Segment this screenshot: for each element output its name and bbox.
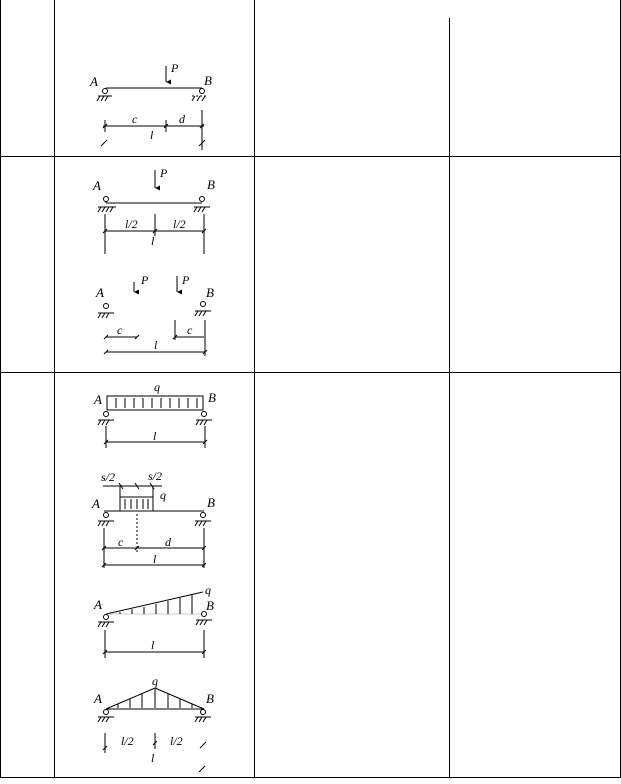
- beam3-label-a: A: [96, 285, 104, 300]
- beam2-label-l: l: [151, 234, 155, 248]
- beam7-label-half-right: l/2: [170, 734, 183, 748]
- beam5-label-s-half-right: s/2: [148, 469, 163, 483]
- beam3-label-c-left: c: [117, 323, 123, 337]
- beam3-label-l: l: [154, 338, 158, 352]
- beam3-label-p-right: P: [182, 273, 190, 287]
- beam7-label-half-left: l/2: [121, 734, 134, 748]
- beam1-label-b: B: [204, 73, 212, 88]
- beam5-label-c: c: [118, 535, 124, 549]
- beam1-label-c: c: [132, 112, 138, 126]
- beam6-label-q: q: [205, 583, 211, 597]
- beam2-label-b: B: [207, 177, 215, 192]
- beam6-label-b: B: [206, 598, 214, 613]
- beam2-label-a: A: [93, 178, 101, 193]
- beam5-label-q: q: [160, 488, 166, 502]
- beam1-label-l: l: [150, 128, 154, 142]
- beam7-label-a: A: [94, 691, 102, 706]
- beam1-label-d: d: [179, 112, 185, 126]
- beam3-label-b: B: [206, 285, 214, 300]
- beam5-label-a: A: [92, 496, 100, 511]
- beam5-label-l: l: [153, 552, 157, 566]
- beam3-label-c-right: c: [187, 323, 193, 337]
- beam4-label-l: l: [153, 429, 157, 443]
- beam3-label-p-left: P: [141, 273, 149, 287]
- beam1-label-p: P: [171, 61, 179, 75]
- beam4-label-q: q: [154, 380, 160, 394]
- beam6-label-a: A: [94, 597, 102, 612]
- beam2-label-half-left: l/2: [125, 217, 138, 231]
- beam2-label-half-right: l/2: [173, 217, 186, 231]
- beam2-label-p: P: [160, 166, 168, 180]
- beam7-label-b: B: [206, 691, 214, 706]
- beam6-label-l: l: [151, 638, 155, 652]
- beam5-label-d: d: [165, 535, 171, 549]
- beam-diagram-6: [98, 592, 212, 658]
- beam5-label-b: B: [207, 495, 215, 510]
- beam4-label-a: A: [94, 392, 102, 407]
- beam7-label-q: q: [152, 674, 158, 688]
- beam-diagram-7: [98, 688, 211, 772]
- beam1-label-a: A: [90, 74, 98, 89]
- beam5-label-s-half-left: s/2: [101, 470, 116, 484]
- beam7-label-l: l: [151, 751, 155, 765]
- beam4-label-b: B: [208, 390, 216, 405]
